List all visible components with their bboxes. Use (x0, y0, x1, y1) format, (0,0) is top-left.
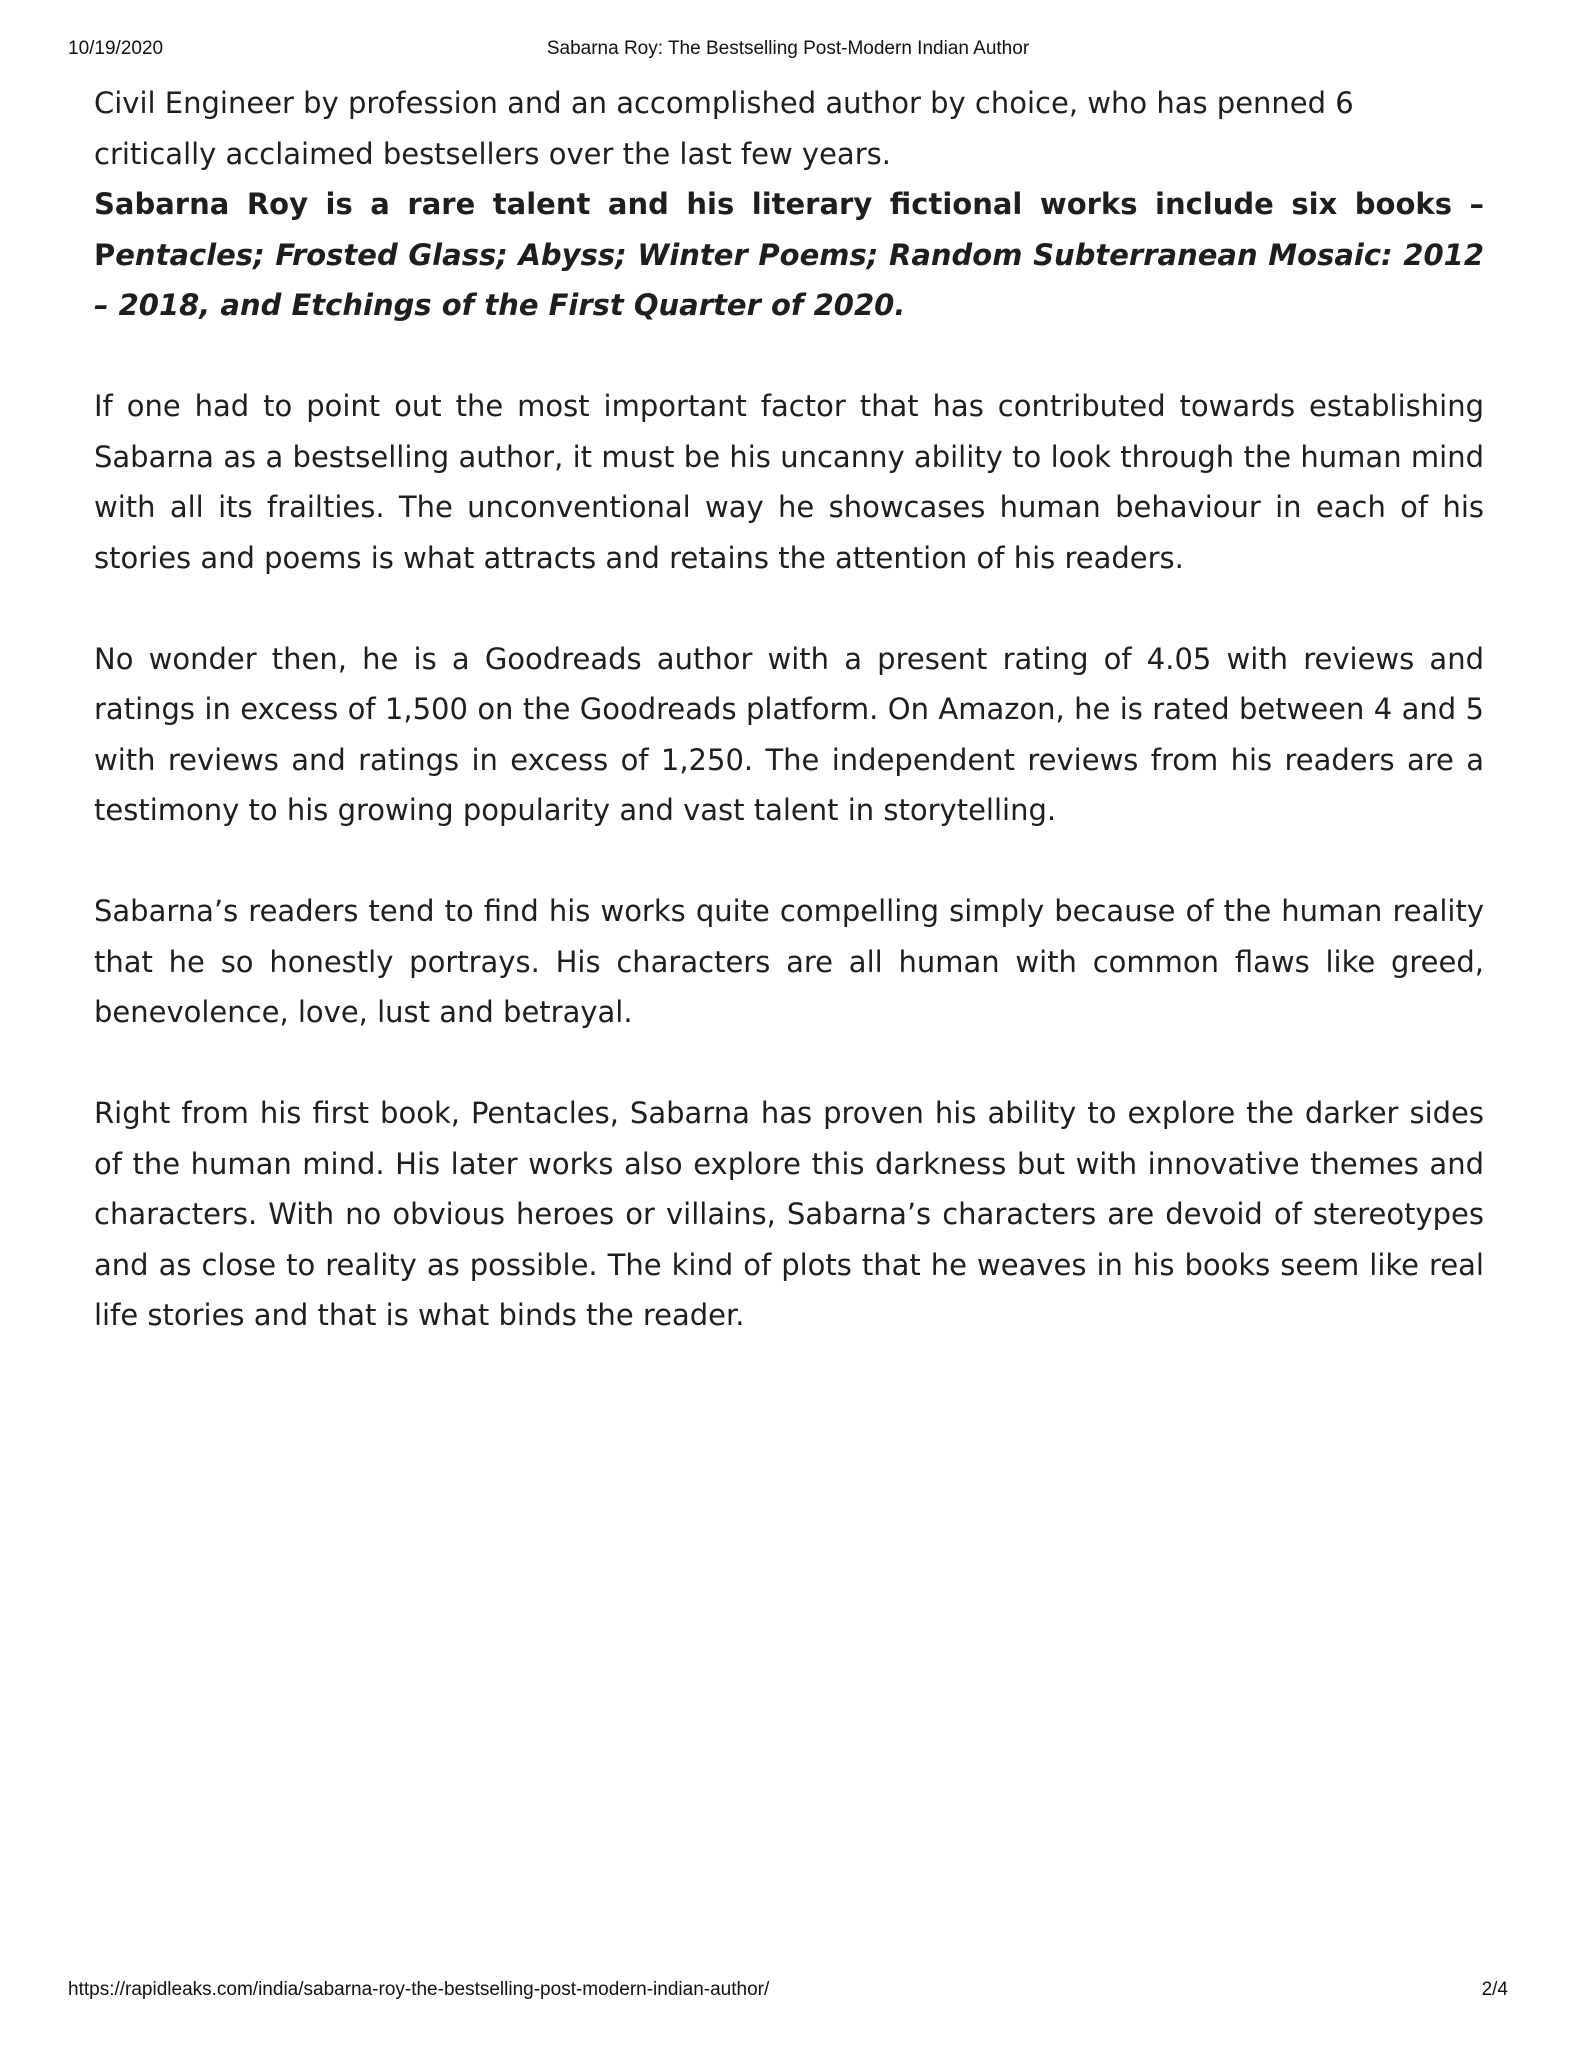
highlight-bold-text: Sabarna Roy is a rare talent and his literary fictional works include six books – P (94, 187, 1484, 272)
page-number: 2/4 (1481, 1979, 1508, 2000)
print-date: 10/19/2020 (68, 38, 164, 59)
article-body (94, 78, 1484, 1341)
article-paragraph: Right from his first book, Pentacles, Sabarna has proven his ability to explore the darker sides of the human mind. His later works also explore this darkness but with innovative themes and characters. With no obvious heroes or villains, Sabarna’s characters are devoid of stereotypes and as close to reality as possible. The kind of plots that he weaves in his books seem like real life stories and that is what binds the reader. (94, 1096, 1484, 1332)
article-paragraph: If one had to point out the most important factor that has contributed towards establishing Sabarna as a bestselling author, it must be his uncanny ability to look through the human mind with all its frailties. The unconventional way he showcases human behaviour in each of his stories and poems is what attracts and retains the attention of his readers. (94, 389, 1484, 575)
print-url: https://rapidleaks.com/india/sabarna-roy-the-bestselling-post-modern-indian-author/ (68, 1979, 770, 2000)
print-footer (68, 1979, 1508, 2003)
print-page-title: Sabarna Roy: The Bestselling Post-Modern Indian Author (546, 38, 1030, 59)
highlight-book-list: entacles; Frosted Glass; Abyss; Winter Poems; Random Subterranean Mosaic: 2012 – 2018, and Etchings of the First Quarter of 2020. (94, 237, 1484, 322)
intro-paragraph: Civil Engineer by profession and an accomplished author by choice, who has penned 6 critically acclaimed bestsellers over the last few years. (94, 86, 1354, 171)
highlight-paragraph (94, 179, 1484, 331)
print-header (68, 38, 1508, 62)
article-paragraph: Sabarna’s readers tend to find his works quite compelling simply because of the human reality that he so honestly portrays. His characters are all human with common flaws like greed, benevolence, love, lust and betrayal. (94, 894, 1484, 1029)
article-paragraph: No wonder then, he is a Goodreads author with a present rating of 4.05 with reviews and ratings in excess of 1,500 on the Goodreads platform. On Amazon, he is rated between 4 and 5 with reviews and ratings in excess of 1,250. The independent reviews from his readers are a testimony to his growing popularity and vast talent in storytelling. (94, 641, 1484, 827)
